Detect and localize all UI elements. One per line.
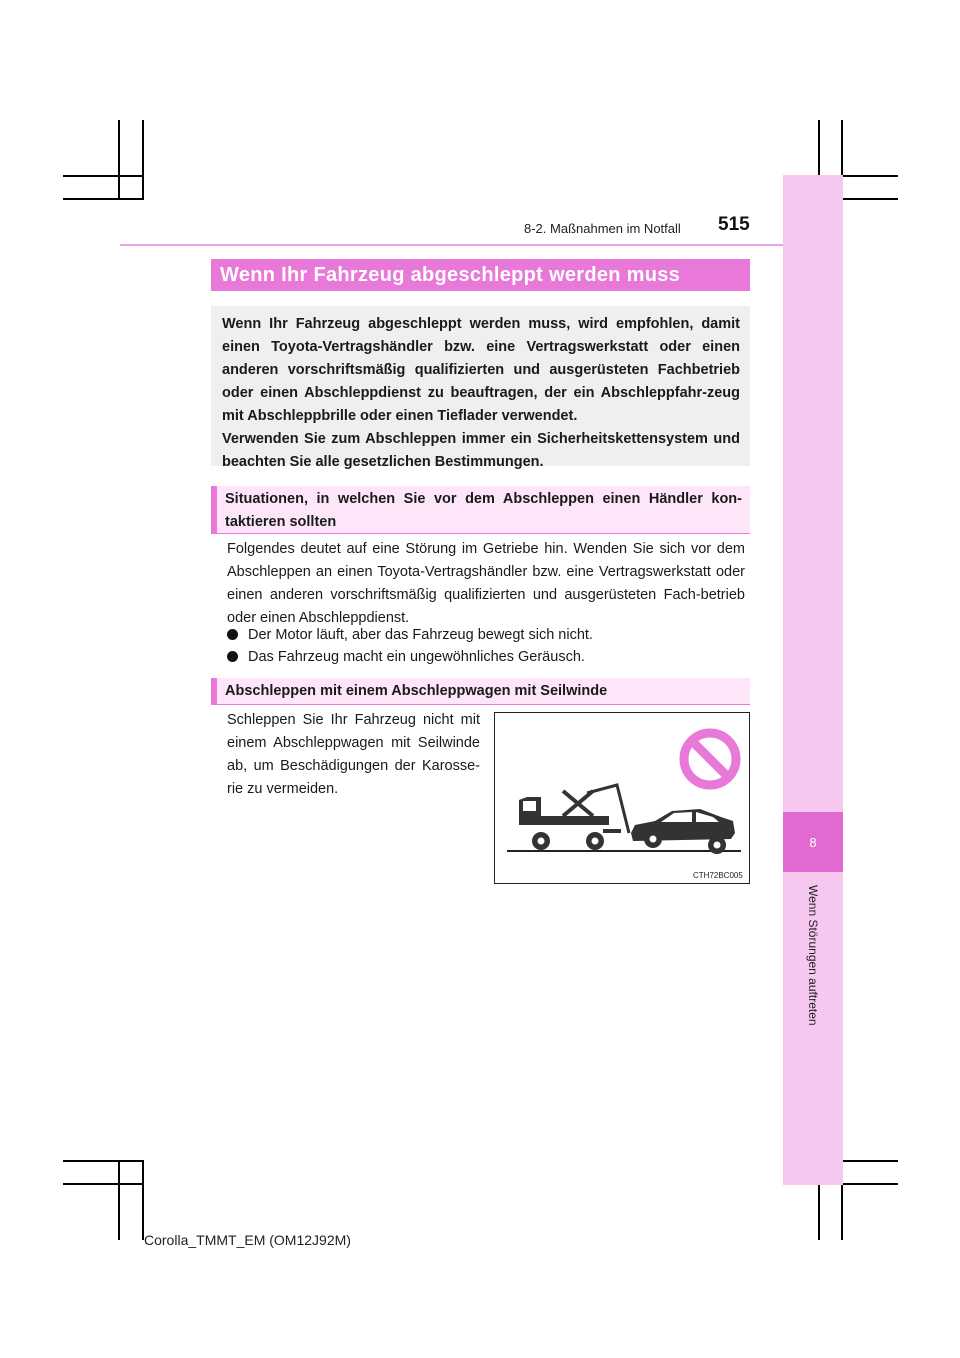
chapter-title: Wenn Störungen auftreten [806,885,820,1026]
page-number: 515 [718,214,750,235]
page-title: Wenn Ihr Fahrzeug abgeschleppt werden muss [220,263,681,286]
chapter-title-vertical [798,885,828,1085]
body-paragraph: Folgendes deutet auf eine Störung im Getriebe hin. Wenden Sie sich vor dem Abschleppen an einen Toyota-Vertragshändler bzw. eine Vertragswerkstatt oder einen anderen vorschriftsmäßig qualifizierten und ausgerüsteten Fach-betrieb oder einen Abschleppdienst. [227,541,745,626]
crop-mark [142,120,144,200]
section-title: 8-2. Maßnahmen im Notfall [524,221,681,236]
list-item [227,646,747,669]
chapter-number-box [783,812,843,872]
chapter-number: 8 [809,834,817,850]
bullet-icon [227,651,238,662]
crop-mark [63,1183,143,1185]
page-title-bar [211,259,750,291]
intro-paragraph: Verwenden Sie zum Abschleppen immer ein Sicherheitskettensystem und beachten Sie alle gesetzlichen Bestimmungen. [222,431,740,470]
towed-car-icon [631,809,735,854]
crop-mark [63,198,143,200]
tow-truck-icon [519,785,629,850]
subheading-box [211,486,750,534]
intro-box [211,306,750,470]
subheading: Abschleppen mit einem Abschleppwagen mit Seilwinde [225,682,608,699]
document-footer: Corolla_TMMT_EM (OM12J92M) [144,1232,351,1248]
body-paragraph: Schleppen Sie Ihr Fahrzeug nicht mit einem Abschleppwagen mit Seilwinde ab, um Beschädigungen der Karosse-rie zu vermeiden. [227,712,480,797]
crop-mark [118,1160,120,1240]
list-item-text: Das Fahrzeug macht ein ungewöhnliches Geräusch. [248,649,585,665]
list-item [227,624,747,647]
crop-mark [118,120,120,200]
bullet-icon [227,629,238,640]
list-item-text: Der Motor läuft, aber das Fahrzeug bewegt sich nicht. [248,627,593,643]
tow-truck-illustration [495,713,749,883]
illustration-frame [494,712,750,884]
crop-mark [63,1160,143,1162]
crop-mark [63,175,143,177]
crop-mark [142,1160,144,1240]
subheading: Situationen, in welchen Sie vor dem Abschleppen einen Händler kon-taktieren sollten [225,491,742,530]
figure-code: CTH72BC005 [693,871,743,880]
subheading-box [211,678,750,705]
prohibition-icon [684,733,736,785]
intro-paragraph: Wenn Ihr Fahrzeug abgeschleppt werden muss, wird empfohlen, damit einen Toyota-Vertragshändler bzw. eine Vertragswerkstatt oder einen anderen vorschriftsmäßig qualifizierten und ausgerüsteten Fachbetrieb oder einen Abschleppdienst zu beauftragen, der ein Abschleppfahr-zeug mit Abschleppbrille oder einen Tieflader verwendet. [222,316,740,424]
header-rule [120,244,783,246]
